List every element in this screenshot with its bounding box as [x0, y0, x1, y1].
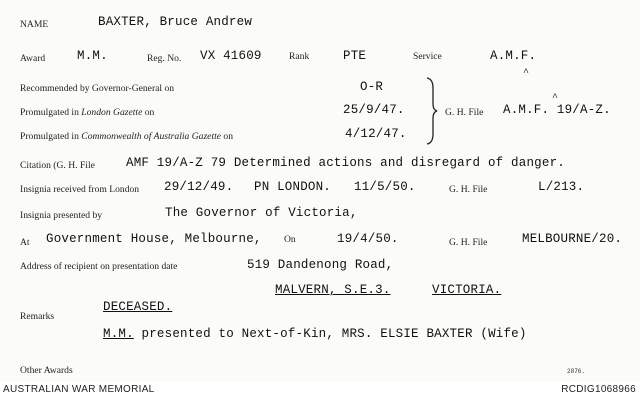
remarks-label: Remarks: [20, 311, 55, 322]
gh-file-value-3: MELBOURNE/20.: [522, 232, 623, 246]
other-awards-label: Other Awards: [20, 365, 73, 376]
at-label: At: [20, 237, 30, 248]
insignia-received-ref: PN LONDON.: [254, 180, 332, 194]
gh-file-label-3: G. H. File: [449, 237, 488, 248]
recommended-value: O-R: [360, 80, 384, 94]
gh-file-value-1: A.M.F. 19/A-Z.: [503, 103, 611, 117]
remarks-line1: DECEASED.: [103, 300, 173, 314]
recommended-label: Recommended by Governor-General on: [20, 83, 175, 94]
london-gazette-label: Promulgated in London Gazette on: [20, 107, 155, 118]
gh-file-label-2: G. H. File: [449, 184, 488, 195]
regno-label: Reg. No.: [147, 53, 182, 64]
brace-mark: [424, 76, 438, 146]
footer-id: RCDIG1068966: [561, 384, 636, 395]
handwritten-tick-2: ^: [552, 93, 559, 104]
at-value: Government House, Melbourne,: [46, 232, 262, 246]
rank-label: Rank: [289, 51, 310, 62]
service-label: Service: [413, 51, 442, 62]
on-value: 19/4/50.: [337, 232, 399, 246]
gh-file-label-1: G. H. File: [445, 107, 484, 118]
citation-value: AMF 19/A-Z 79 Determined actions and disregard of danger.: [126, 156, 565, 170]
service-value: A.M.F.: [490, 49, 537, 63]
insignia-received-date: 29/12/49.: [164, 180, 234, 194]
remarks-line2: M.M. presented to Next-of-Kin, MRS. ELSIE BAXTER (Wife): [103, 327, 527, 341]
award-value: M.M.: [77, 49, 108, 63]
address-line1: 519 Dandenong Road,: [247, 258, 394, 272]
address-state: VICTORIA.: [432, 283, 502, 297]
rank-value: PTE: [343, 49, 367, 63]
citation-label: Citation (G. H. File: [20, 160, 95, 171]
footer-source: AUSTRALIAN WAR MEMORIAL: [3, 384, 155, 395]
gh-file-value-2: L/213.: [538, 180, 585, 194]
regno-value: VX 41609: [200, 49, 262, 63]
london-gazette-value: 25/9/47.: [343, 103, 405, 117]
name-label: NAME: [20, 19, 49, 30]
handwritten-tick: ^: [523, 68, 530, 79]
form-number: 2876.: [567, 368, 586, 375]
award-label: Award: [20, 53, 46, 64]
name-value: BAXTER, Bruce Andrew: [98, 15, 253, 29]
on-label: On: [284, 234, 296, 245]
cwlth-gazette-value: 4/12/47.: [345, 127, 407, 141]
address-suburb: MALVERN, S.E.3.: [275, 283, 391, 297]
insignia-received-label: Insignia received from London: [20, 184, 140, 195]
cwlth-gazette-label: Promulgated in Commonwealth of Australia Gazette on: [20, 131, 234, 142]
insignia-presented-value: The Governor of Victoria,: [165, 206, 358, 220]
address-label: Address of recipient on presentation date: [20, 261, 178, 272]
insignia-received-date2: 11/5/50.: [354, 180, 416, 194]
insignia-presented-label: Insignia presented by: [20, 210, 103, 221]
